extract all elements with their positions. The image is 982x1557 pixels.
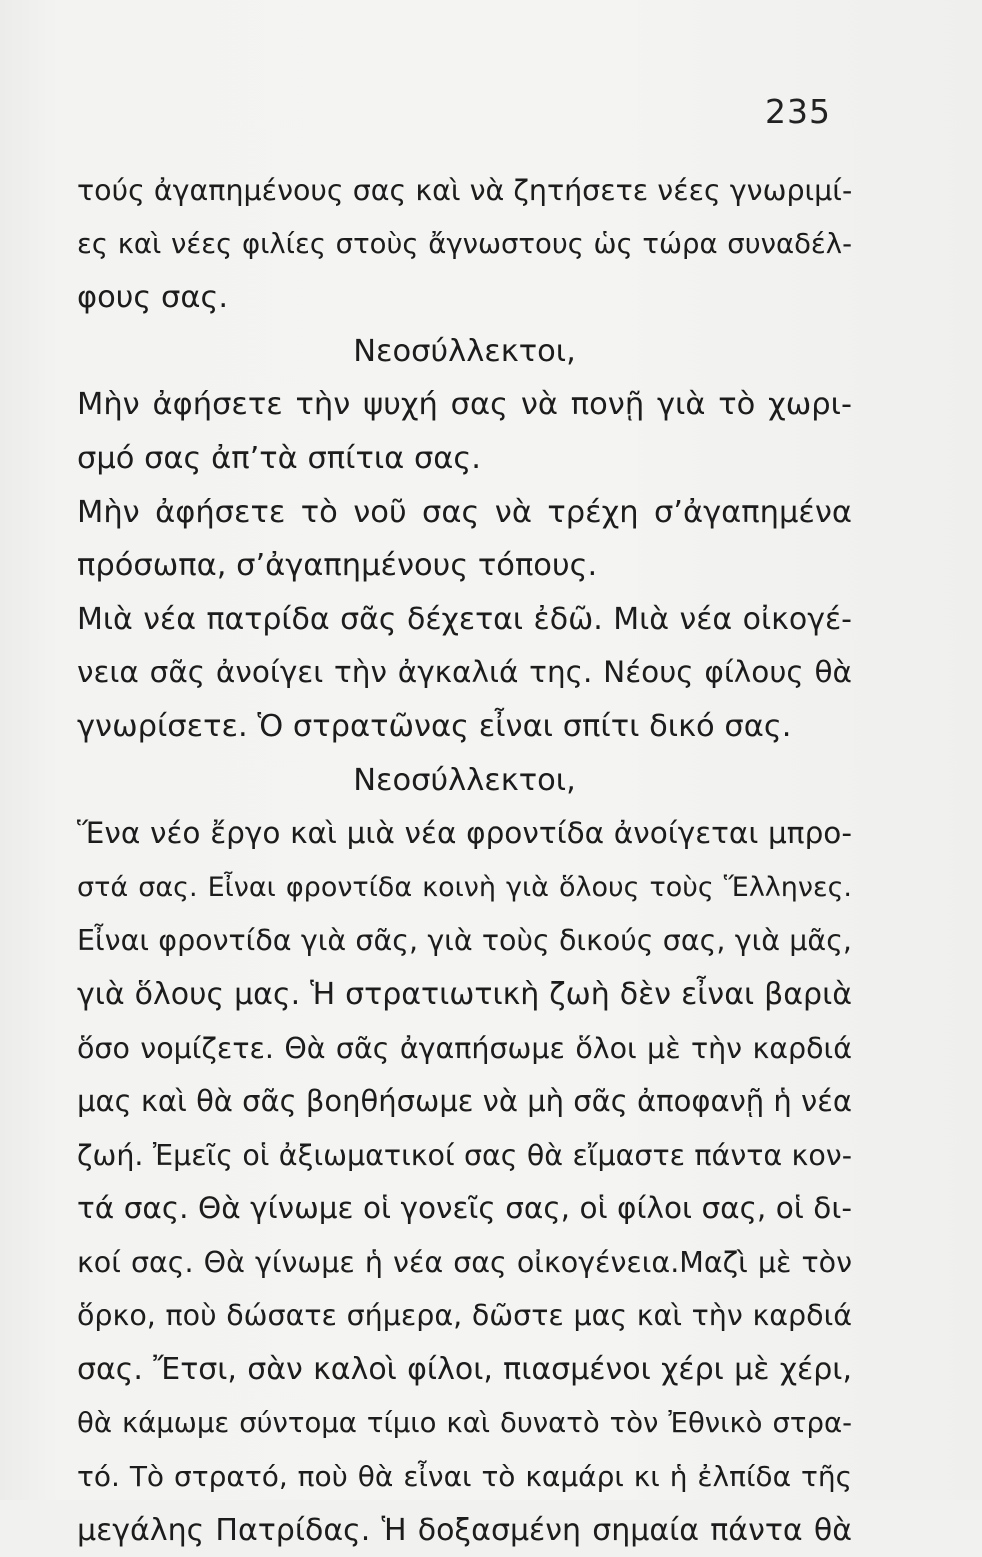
section-heading: Νεοσύλλεκτοι, <box>353 333 576 369</box>
text-line: Μὴν ἀφήσετε τὴν ψυχή σας νὰ πονῇ γιὰ τὸ χωρι- <box>77 387 852 423</box>
text-line: Μὴν ἀφήσετε τὸ νοῦ σας νὰ τρέχη σ’ἀγαπημένα <box>77 494 852 530</box>
section-heading: Νεοσύλλεκτοι, <box>353 762 576 798</box>
text-line: νεια σᾶς ἀνοίγει τὴν ἀγκαλιά της. Νέους φίλους θὰ <box>77 655 852 690</box>
text-line: φους σας. <box>77 280 229 316</box>
text-line: γιὰ ὅλους μας. Ἡ στρατιωτικὴ ζωὴ δὲν εἶναι βαριὰ <box>77 976 852 1012</box>
text-line: θὰ κάμωμε σύντομα τίμιο καὶ δυνατὸ τὸν Ἐθνικὸ στρα- <box>77 1406 852 1439</box>
text-line: σμό σας ἀπ’τὰ σπίτια σας. <box>77 440 481 476</box>
text-line: ὅρκο, ποὺ δώσατε σήμερα, δῶστε μας καὶ τὴν καρδιά <box>77 1299 852 1333</box>
text-line: ες καὶ νέες φιλίες στοὺς ἄγνωστους ὡς τώρα συναδέλ- <box>77 227 852 260</box>
text-line: Μιὰ νέα πατρίδα σᾶς δέχεται ἐδῶ. Μιὰ νέα οἰκογέ- <box>77 601 852 637</box>
text-line: μας καὶ θὰ σᾶς βοηθήσωμε νὰ μὴ σᾶς ἀποφανῇ ἡ νέα <box>77 1084 852 1119</box>
body-text <box>77 164 852 1557</box>
text-line: μεγάλης Πατρίδας. Ἡ δοξασμένη σημαία πάντα θὰ <box>77 1512 852 1548</box>
text-line: Εἶναι φροντίδα γιὰ σᾶς, γιὰ τοὺς δικούς σας, γιὰ μᾶς, <box>77 924 852 958</box>
text-line: γνωρίσετε. Ὁ στρατῶνας εἶναι σπίτι δικό σας. <box>77 708 792 744</box>
text-line: κοί σας. Θὰ γίνωμε ἡ νέα σας οἰκογένεια.Μαζὶ μὲ τὸν <box>77 1245 852 1279</box>
text-line: σας. Ἔτσι, σὰν καλοὶ φίλοι, πιασμένοι χέρι μὲ χέρι, <box>77 1352 852 1388</box>
text-line: στά σας. Εἶναι φροντίδα κοινὴ γιὰ ὅλους τοὺς Ἕλληνες. <box>77 871 852 903</box>
text-line: τά σας. Θὰ γίνωμε οἱ γονεῖς σας, οἱ φίλοι σας, οἱ δι- <box>77 1191 852 1226</box>
page-number: 235 <box>765 92 831 131</box>
text-line: τούς ἀγαπημένους σας καὶ νὰ ζητήσετε νέες γνωριμί- <box>77 174 853 207</box>
text-line: πρόσωπα, σ’ἀγαπημένους τόπους. <box>77 548 598 584</box>
text-line: ζωή. Ἐμεῖς οἱ ἀξιωματικοί σας θὰ εἴμαστε πάντα κον- <box>77 1138 852 1172</box>
text-line: τό. Τὸ στρατό, ποὺ θὰ εἶναι τὸ καμάρι κι ἡ ἐλπίδα τῆς <box>77 1460 852 1494</box>
text-line: Ἕνα νέο ἔργο καὶ μιὰ νέα φροντίδα ἀνοίγεται μπρο- <box>77 816 852 851</box>
text-line: ὅσο νομίζετε. Θὰ σᾶς ἀγαπήσωμε ὅλοι μὲ τὴν καρδιά <box>77 1031 852 1065</box>
